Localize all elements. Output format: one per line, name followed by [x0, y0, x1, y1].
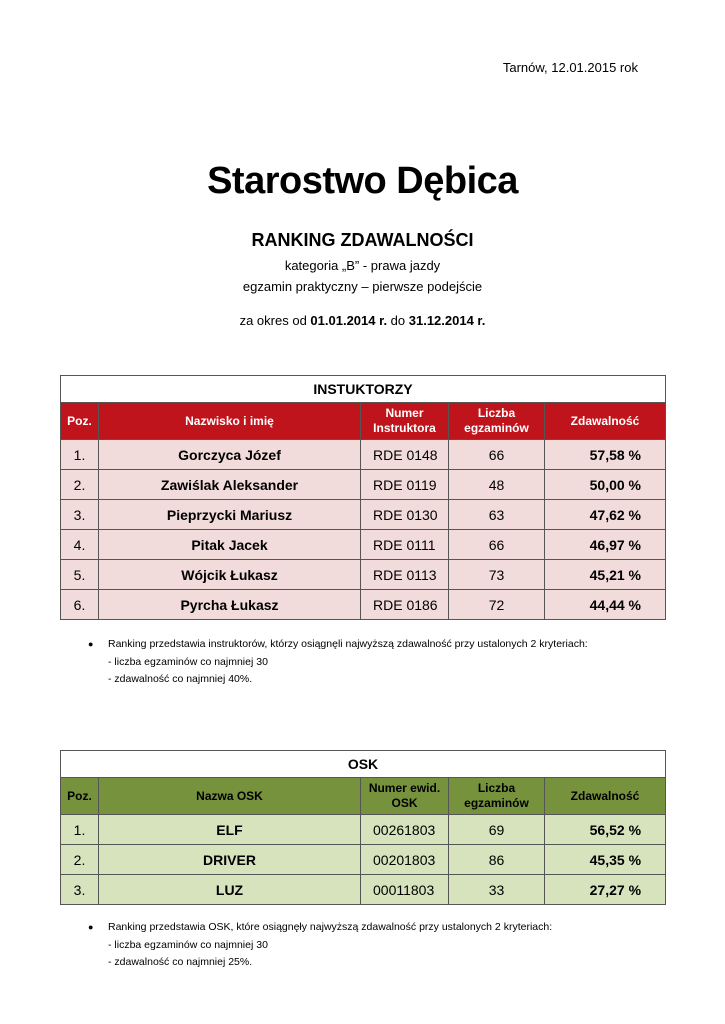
instructors-table	[60, 375, 666, 620]
period-prefix: za okres od	[239, 313, 311, 328]
exam-line: egzamin praktyczny – pierwsze podejście	[242, 279, 483, 294]
col-id: Numer Instruktora	[361, 403, 449, 440]
row-name: Wójcik Łukasz	[99, 560, 361, 590]
row-exam-count: 63	[449, 500, 545, 530]
table-row	[61, 440, 666, 470]
row-number: 00201803	[361, 845, 449, 875]
instructors-caption: INSTUKTORZY	[61, 376, 666, 403]
instructors-criterion-2: - zdawalność co najmniej 40%.	[108, 673, 253, 685]
row-exam-count: 66	[449, 530, 545, 560]
row-exam-count: 48	[449, 470, 545, 500]
row-name: LUZ	[99, 875, 361, 905]
col-id: Numer ewid. OSK	[361, 778, 449, 815]
period-line	[0, 313, 725, 328]
col-pass: Zdawalność	[545, 778, 666, 815]
table-row	[61, 875, 666, 905]
table-row	[61, 590, 666, 620]
row-number: RDE 0113	[361, 560, 449, 590]
row-name: Pieprzycki Mariusz	[99, 500, 361, 530]
table-row	[61, 470, 666, 500]
row-position: 3.	[61, 875, 99, 905]
col-name: Nazwisko i imię	[99, 403, 361, 440]
col-pos: Poz.	[61, 403, 99, 440]
row-number: 00261803	[361, 815, 449, 845]
row-number: RDE 0186	[361, 590, 449, 620]
row-exam-count: 86	[449, 845, 545, 875]
period-to: 31.12.2014 r.	[408, 313, 486, 328]
col-pos: Poz.	[61, 778, 99, 815]
row-exam-count: 33	[449, 875, 545, 905]
col-name: Nazwa OSK	[99, 778, 361, 815]
row-pass-rate: 56,52 %	[545, 815, 666, 845]
row-exam-count: 66	[449, 440, 545, 470]
row-position: 1.	[61, 815, 99, 845]
row-number: RDE 0119	[361, 470, 449, 500]
row-position: 4.	[61, 530, 99, 560]
instructors-notes	[88, 636, 588, 689]
row-name: DRIVER	[99, 845, 361, 875]
row-name: Pitak Jacek	[99, 530, 361, 560]
row-number: 00011803	[361, 875, 449, 905]
row-number: RDE 0130	[361, 500, 449, 530]
row-exam-count: 73	[449, 560, 545, 590]
row-pass-rate: 45,35 %	[545, 845, 666, 875]
table-row	[61, 500, 666, 530]
row-name: Gorczyca Józef	[99, 440, 361, 470]
table-row	[61, 560, 666, 590]
table-row	[61, 530, 666, 560]
osk-criterion-1: - liczba egzaminów co najmniej 30	[108, 938, 268, 951]
row-name: Zawiślak Aleksander	[99, 470, 361, 500]
document-date: Tarnów, 12.01.2015 rok	[502, 60, 638, 75]
row-position: 2.	[61, 845, 99, 875]
category-line: kategoria „B” - prawa jazdy	[284, 258, 441, 273]
row-exam-count: 69	[449, 815, 545, 845]
table-row	[61, 815, 666, 845]
period-from: 01.01.2014 r.	[310, 313, 388, 328]
row-pass-rate: 44,44 %	[545, 590, 666, 620]
row-number: RDE 0148	[361, 440, 449, 470]
osk-caption: OSK	[61, 751, 666, 778]
bullet-icon: ●	[88, 922, 94, 932]
instructors-note: Ranking przedstawia instruktorów, którzy osiągnęli najwyższą zdawalność przy ustalonych 2 kryteriach:	[108, 638, 588, 650]
table-row	[61, 845, 666, 875]
osk-notes	[88, 919, 552, 972]
col-count: Liczba egzaminów	[449, 778, 545, 815]
row-pass-rate: 57,58 %	[545, 440, 666, 470]
osk-note: Ranking przedstawia OSK, które osiągnęły najwyższą zdawalność przy ustalonych 2 kryteriach:	[108, 921, 553, 933]
row-number: RDE 0111	[361, 530, 449, 560]
osk-criterion-2: - zdawalność co najmniej 25%.	[108, 956, 253, 968]
osk-table	[60, 750, 666, 905]
row-position: 1.	[61, 440, 99, 470]
period-mid: do	[387, 313, 409, 328]
row-exam-count: 72	[449, 590, 545, 620]
row-pass-rate: 27,27 %	[545, 875, 666, 905]
row-pass-rate: 50,00 %	[545, 470, 666, 500]
document-subtitle: RANKING ZDAWALNOŚCI	[251, 230, 474, 250]
row-name: ELF	[99, 815, 361, 845]
row-name: Pyrcha Łukasz	[99, 590, 361, 620]
instructors-criterion-1: - liczba egzaminów co najmniej 30	[108, 655, 268, 668]
col-pass: Zdawalność	[545, 403, 666, 440]
row-pass-rate: 47,62 %	[545, 500, 666, 530]
row-position: 5.	[61, 560, 99, 590]
row-pass-rate: 46,97 %	[545, 530, 666, 560]
row-position: 2.	[61, 470, 99, 500]
row-position: 6.	[61, 590, 99, 620]
document-title: Starostwo Dębica	[207, 160, 518, 202]
row-pass-rate: 45,21 %	[545, 560, 666, 590]
col-count: Liczba egzaminów	[449, 403, 545, 440]
bullet-icon: ●	[88, 639, 94, 649]
row-position: 3.	[61, 500, 99, 530]
